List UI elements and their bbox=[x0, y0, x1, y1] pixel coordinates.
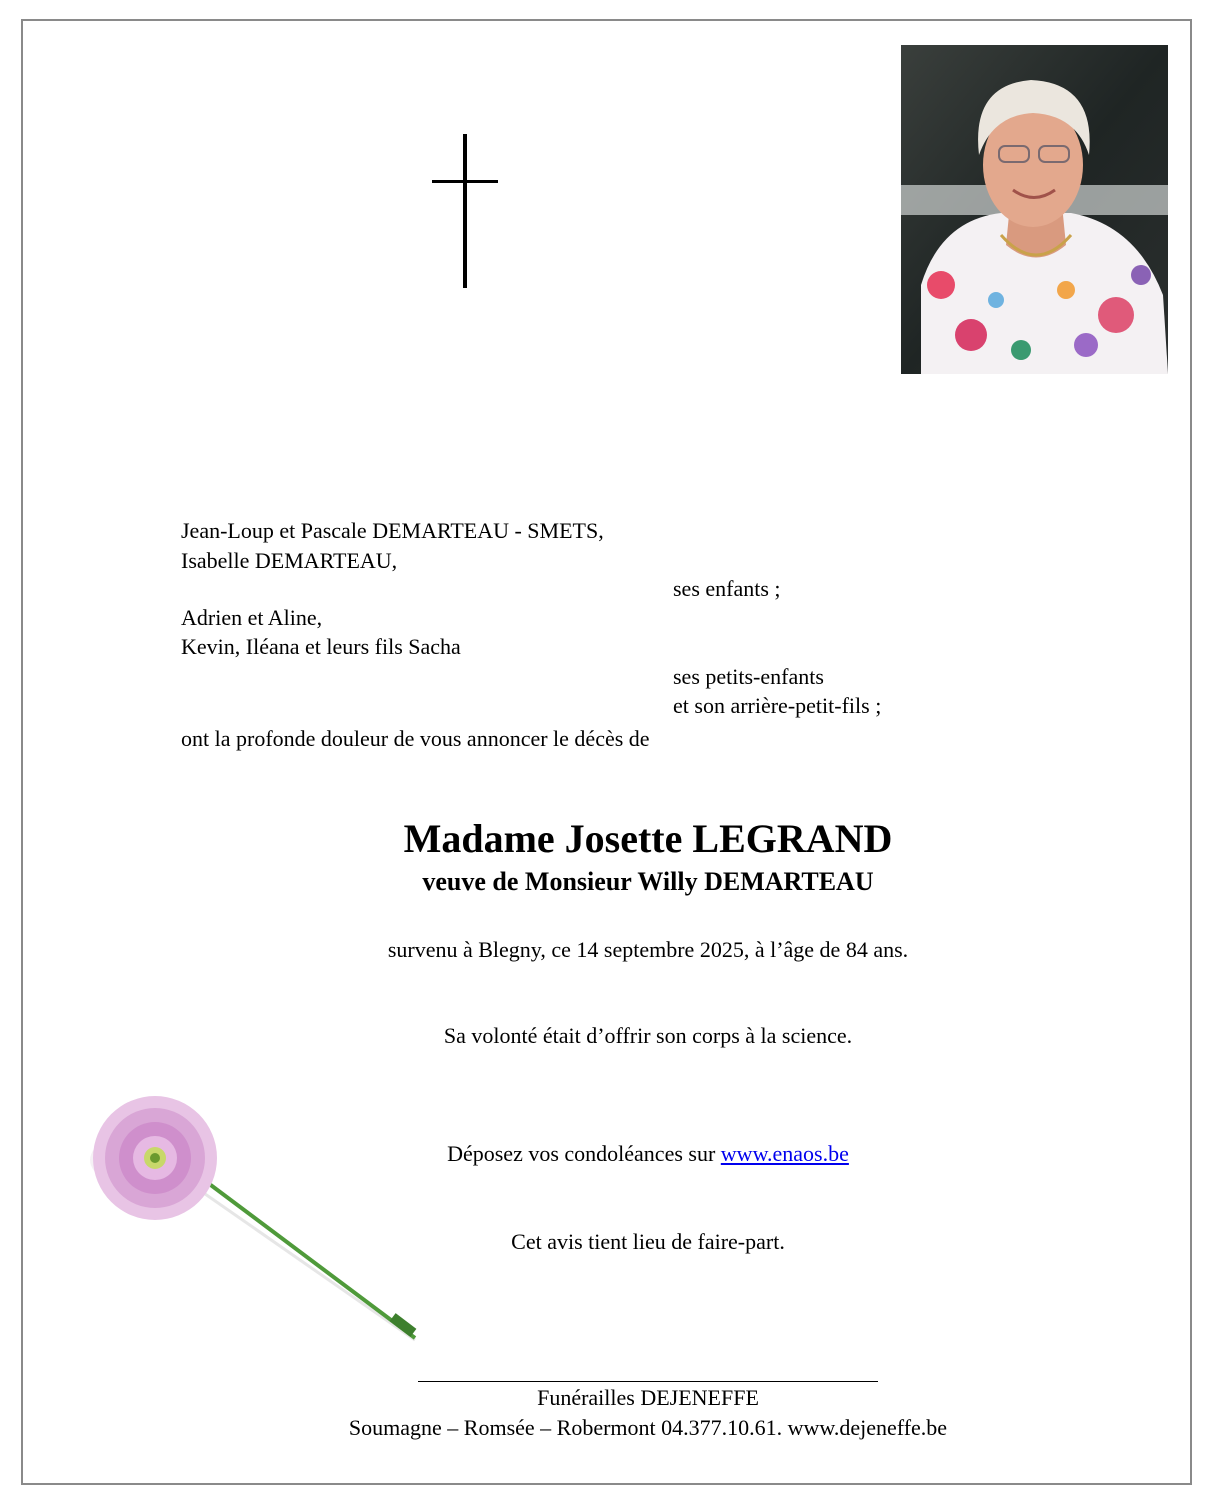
footer-company: Funérailles DEJENEFFE bbox=[537, 1385, 759, 1410]
children-label: ses enfants ; bbox=[673, 576, 781, 601]
flower-image bbox=[70, 1040, 450, 1400]
deceased-subtitle: veuve de Monsieur Willy DEMARTEAU bbox=[422, 867, 874, 896]
portrait-photo bbox=[901, 45, 1168, 374]
grandchildren-label-2: et son arrière-petit-fils ; bbox=[673, 693, 882, 718]
condolences-line bbox=[0, 1140, 1214, 1168]
wish-text: Sa volonté était d’offrir son corps à la science. bbox=[443, 1023, 853, 1048]
children-line-2: Isabelle DEMARTEAU, bbox=[181, 548, 398, 573]
footer-contact: Soumagne – Romsée – Robermont 04.377.10.61. www.dejeneffe.be bbox=[348, 1415, 948, 1440]
deceased-name: Madame Josette LEGRAND bbox=[403, 816, 893, 861]
grandchildren-line-2: Kevin, Iléana et leurs fils Sacha bbox=[181, 634, 461, 659]
grandchildren-label-1: ses petits-enfants bbox=[673, 664, 824, 689]
cross-icon bbox=[430, 134, 500, 288]
children-line-1: Jean-Loup et Pascale DEMARTEAU - SMETS, bbox=[181, 518, 604, 543]
condolences-text: Déposez vos condoléances sur bbox=[447, 1141, 721, 1166]
announcement-text: ont la profonde douleur de vous annoncer le décès de bbox=[181, 726, 650, 751]
notice-text: Cet avis tient lieu de faire-part. bbox=[511, 1229, 785, 1254]
footer-divider bbox=[418, 1381, 878, 1382]
condolences-link[interactable]: www.enaos.be bbox=[720, 1141, 849, 1166]
grandchildren-line-1: Adrien et Aline, bbox=[181, 605, 323, 630]
deceased-details: survenu à Blegny, ce 14 septembre 2025, à l’âge de 84 ans. bbox=[387, 937, 909, 962]
